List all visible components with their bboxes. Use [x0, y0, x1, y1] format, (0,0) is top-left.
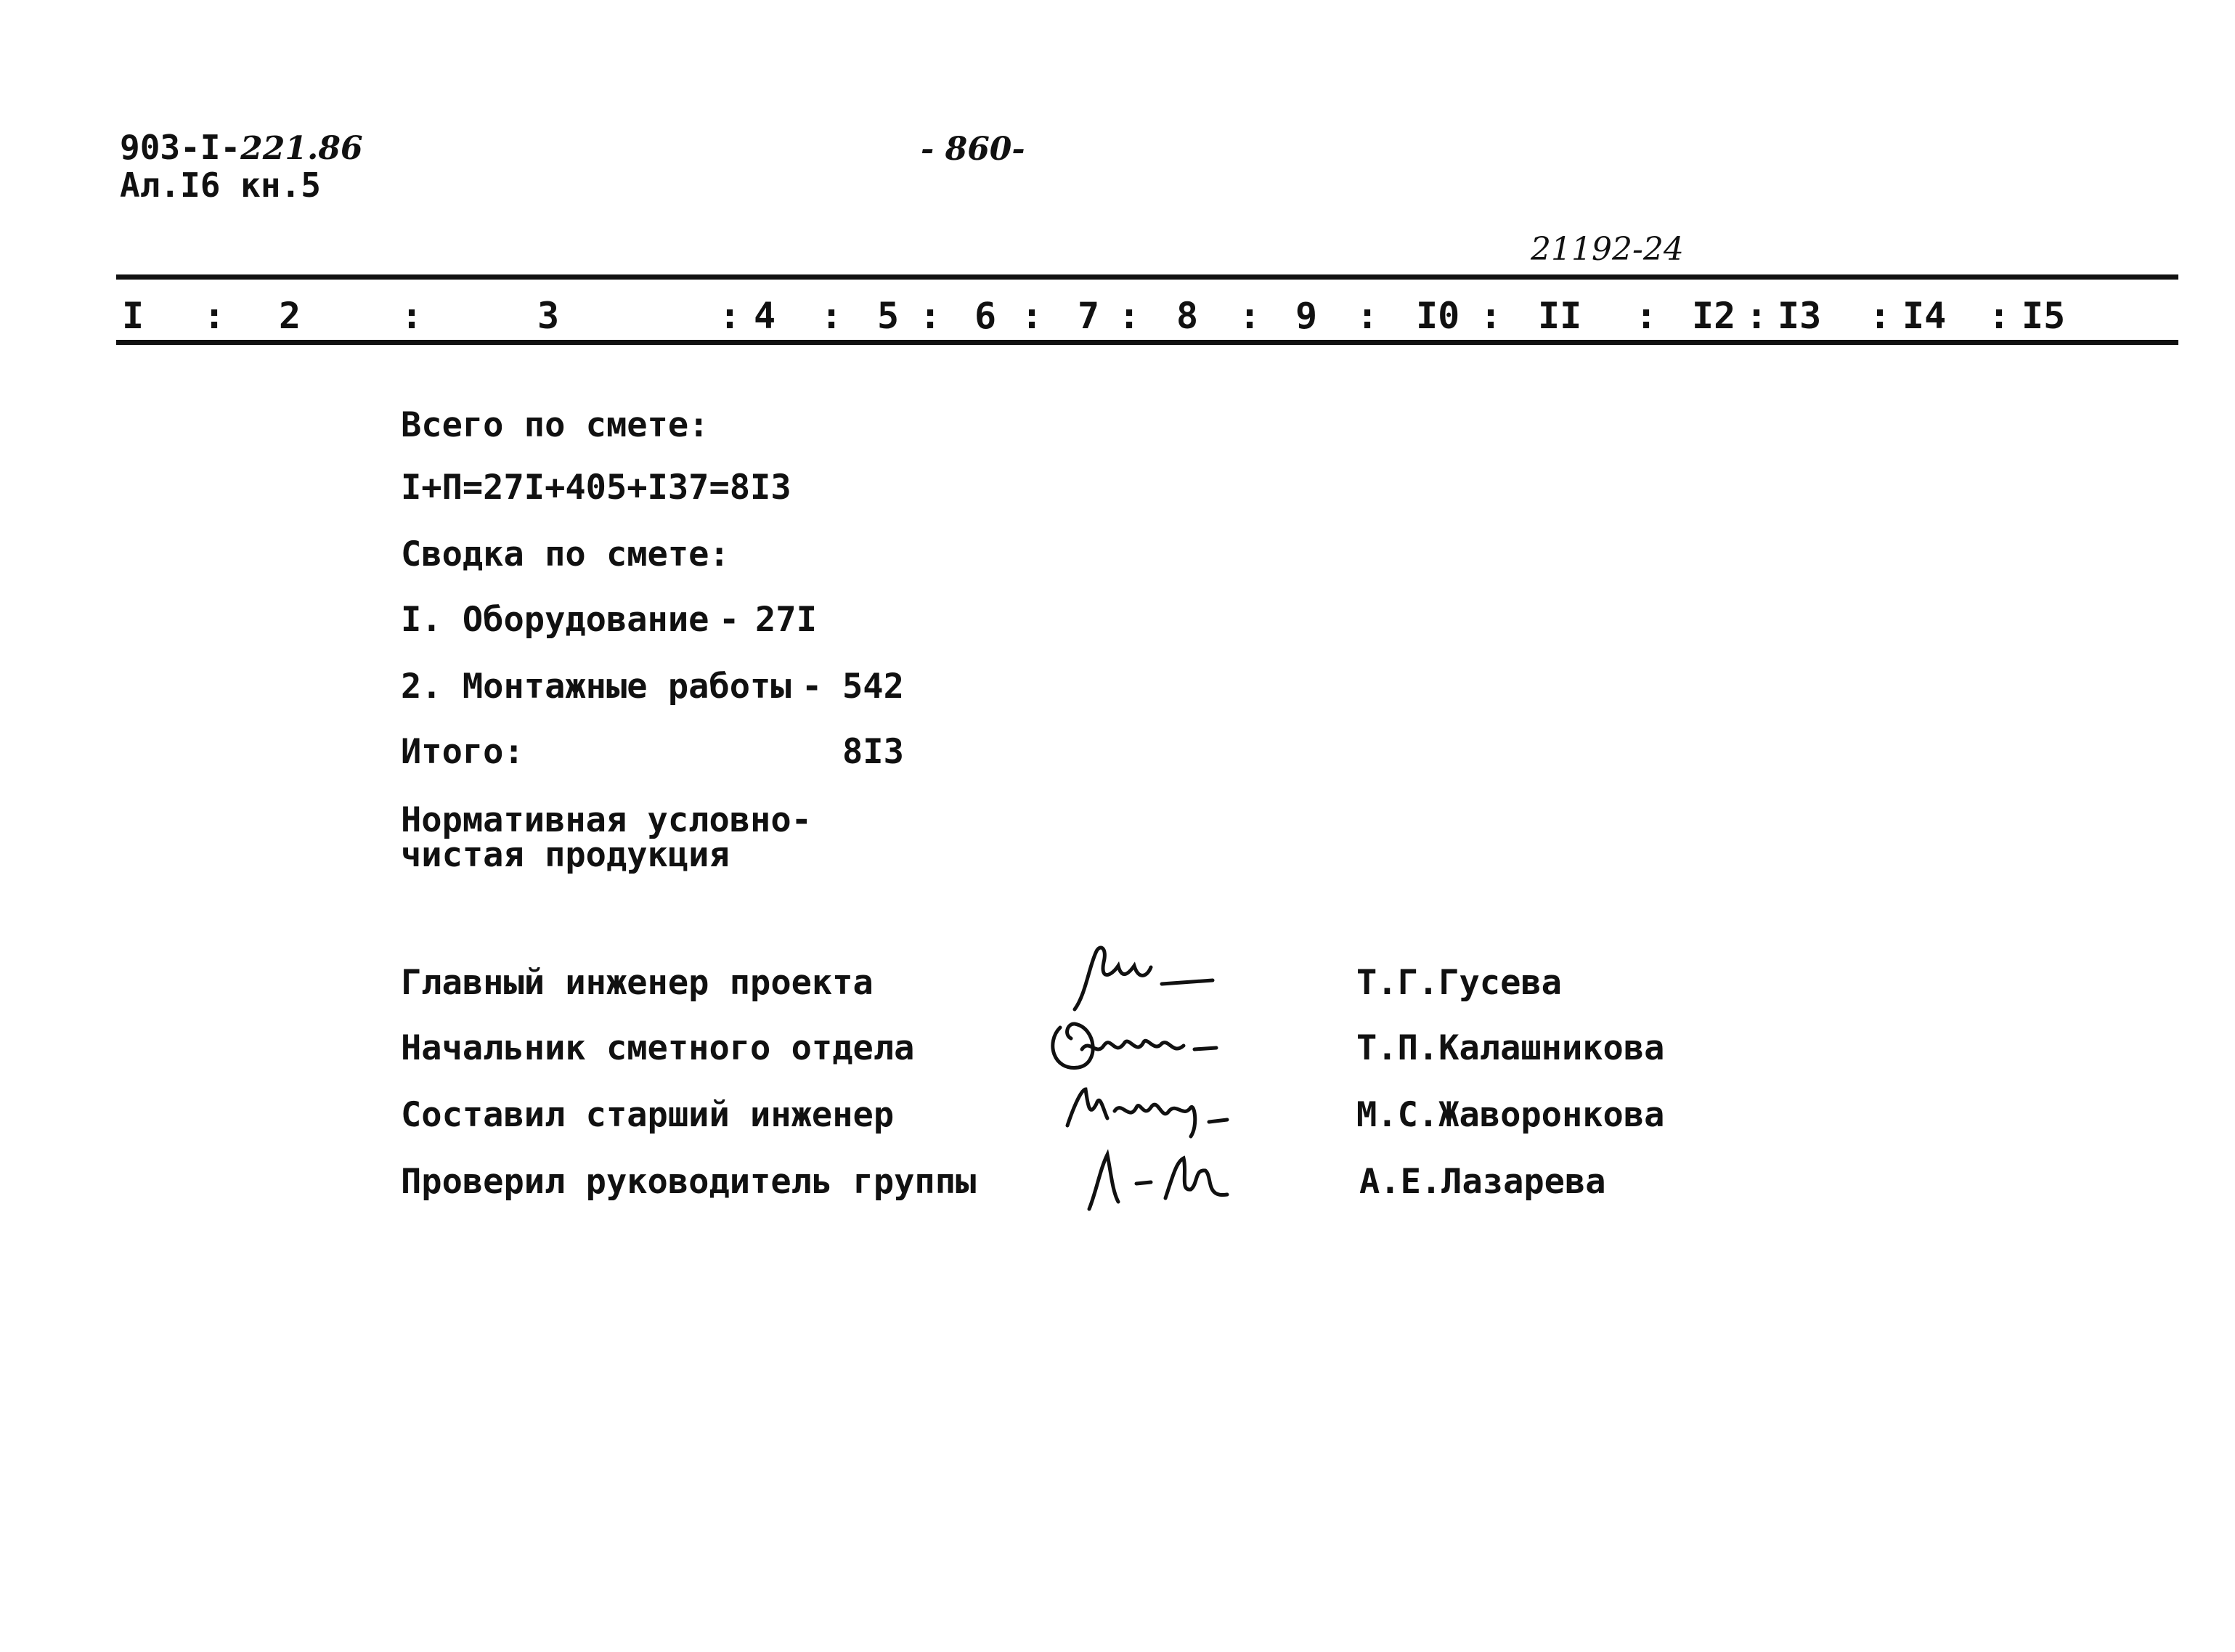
- album-book-label: Ал.I6 кн.5: [120, 166, 321, 205]
- column-separator: :: [1021, 295, 1043, 337]
- column-separator: :: [919, 295, 942, 337]
- breakdown-heading: Сводка по смете:: [401, 534, 730, 574]
- equipment-dash: -: [719, 600, 740, 640]
- signature-role: Начальник сметного отдела: [401, 1028, 915, 1068]
- signatory-name: М.С.Жаворонкова: [1356, 1095, 1665, 1135]
- document-code-prefix: 903-I-: [120, 128, 241, 167]
- column-separator: :: [1988, 295, 2011, 337]
- equipment-label: I. Оборудование: [401, 600, 709, 640]
- document-code-handwritten: 221.86: [240, 130, 363, 167]
- column-number: I2: [1692, 295, 1736, 337]
- column-number: I: [122, 295, 144, 337]
- column-separator: :: [1118, 295, 1141, 337]
- equipment-value: 27I: [755, 600, 817, 640]
- column-number: 3: [537, 295, 560, 337]
- column-number: 7: [1078, 295, 1100, 337]
- normative-label-line1: Нормативная условно-: [401, 800, 812, 840]
- normative-label-line2: чистая продукция: [401, 835, 730, 875]
- column-separator: :: [1480, 295, 1502, 337]
- column-number: I3: [1778, 295, 1822, 337]
- signatory-name: А.Е.Лазарева: [1359, 1162, 1606, 1202]
- column-number: 2: [279, 295, 301, 337]
- signature-role: Проверил руководитель группы: [401, 1162, 977, 1202]
- column-separator: :: [203, 295, 226, 337]
- inventory-number: 21192-24: [1531, 231, 1684, 268]
- installation-value: 542: [842, 667, 904, 707]
- column-number: 5: [877, 295, 900, 337]
- signatory-name: Т.П.Калашникова: [1356, 1028, 1665, 1068]
- column-separator: :: [1635, 295, 1658, 337]
- page-number: - 860-: [921, 131, 1025, 168]
- column-number: 8: [1176, 295, 1199, 337]
- column-number: I4: [1902, 295, 1947, 337]
- total-heading: Всего по смете:: [401, 405, 709, 445]
- column-separator: :: [821, 295, 843, 337]
- signatory-name: Т.Г.Гусева: [1356, 963, 1562, 1003]
- column-separator: :: [1869, 295, 1892, 337]
- column-number: II: [1538, 295, 1582, 337]
- column-number: 9: [1295, 295, 1318, 337]
- header-bottom-rule: [116, 340, 2178, 345]
- column-number: 6: [974, 295, 997, 337]
- signature-role: Главный инженер проекта: [401, 963, 874, 1003]
- installation-label: 2. Монтажные работы: [401, 667, 791, 707]
- column-separator: :: [1356, 295, 1379, 337]
- installation-dash: -: [802, 667, 823, 707]
- handwritten-signature: [1067, 1133, 1256, 1220]
- column-separator: :: [401, 295, 423, 337]
- itogo-label: Итого:: [401, 732, 524, 772]
- signature-role: Составил старший инженер: [401, 1095, 895, 1135]
- header-top-rule: [116, 274, 2178, 280]
- column-number: 4: [754, 295, 776, 337]
- column-separator: :: [1746, 295, 1768, 337]
- column-separator: :: [719, 295, 741, 337]
- document-code: [120, 128, 363, 167]
- column-number: I0: [1416, 295, 1460, 337]
- itogo-value: 8I3: [842, 732, 904, 772]
- total-formula: I+П=27I+405+I37=8I3: [401, 468, 791, 508]
- column-separator: :: [1239, 295, 1261, 337]
- column-number: I5: [2022, 295, 2066, 337]
